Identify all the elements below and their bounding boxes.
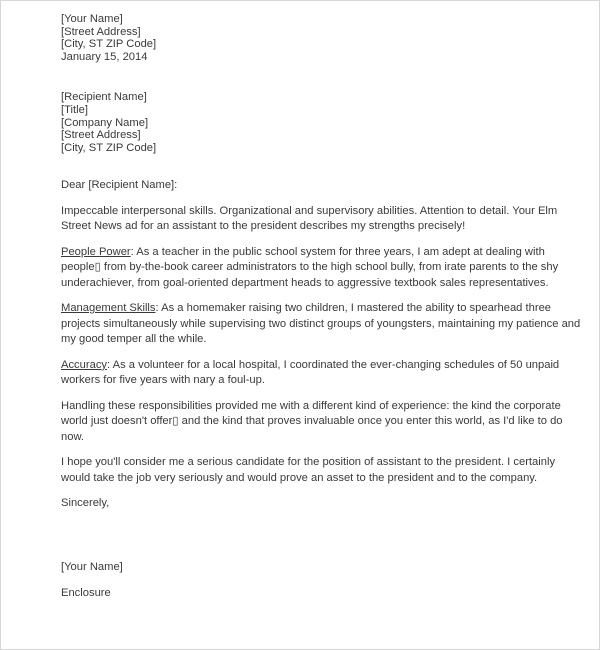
management-skills-text: : As a homemaker raising two children, I mastered the ability to spearhead three projects simultaneously while supervising two distinct groups of youngsters, maintaining my patience and my good temper all the while.	[61, 302, 581, 346]
people-power-text: : As a teacher in the public school system for three years, I am adept at dealing with people▯ from by-the-book career administrators to the high school bully, from irate parents to the shy underachiever, from goal-oriented department heads to aggressive textbook sales representatives.	[61, 245, 559, 289]
recipient-city: [City, ST ZIP Code]	[61, 141, 157, 154]
salutation: Dear [Recipient Name]:	[61, 179, 178, 192]
accuracy-label: Accuracy	[61, 358, 108, 371]
people-power-label: People Power	[61, 245, 131, 258]
recipient-address-block	[61, 91, 583, 154]
signature-name: [Your Name]	[61, 560, 123, 573]
complimentary-close: Sincerely,	[61, 497, 110, 510]
sender-name: [Your Name]	[61, 13, 123, 25]
sender-address-block	[61, 13, 583, 63]
management-skills-label: Management Skills	[61, 302, 156, 315]
recipient-name: [Recipient Name]	[61, 91, 147, 104]
letter-date: January 15, 2014	[61, 50, 148, 63]
recipient-title: [Title]	[61, 103, 88, 116]
sender-city: [City, ST ZIP Code]	[61, 38, 157, 51]
closing-paragraph: I hope you'll consider me a serious candidate for the position of assistant to the president. I certainly would take the job very seriously and would prove an asset to the president and to the company.	[61, 456, 556, 484]
people-power-paragraph	[61, 245, 583, 292]
management-skills-paragraph	[61, 301, 583, 348]
accuracy-paragraph	[61, 358, 583, 389]
recipient-company: [Company Name]	[61, 116, 149, 129]
sender-street: [Street Address]	[61, 25, 141, 38]
intro-paragraph: Impeccable interpersonal skills. Organizational and supervisory abilities. Attention to detail. Your Elm Street News ad for an assistant to the president describes my strengths precisely!	[61, 204, 558, 233]
recipient-street: [Street Address]	[61, 129, 141, 142]
accuracy-text: : As a volunteer for a local hospital, I coordinated the ever-changing schedules of 50 unpaid workers for five years with nary a foul-up.	[61, 358, 560, 387]
enclosure-note: Enclosure	[61, 587, 111, 600]
letter-content	[61, 13, 583, 602]
handling-paragraph: Handling these responsibilities provided me with a different kind of experience: the kind the corporate world just doesn't offer▯ and the kind that proves invaluable once you enter this world, as I'd like to do now.	[61, 399, 563, 443]
